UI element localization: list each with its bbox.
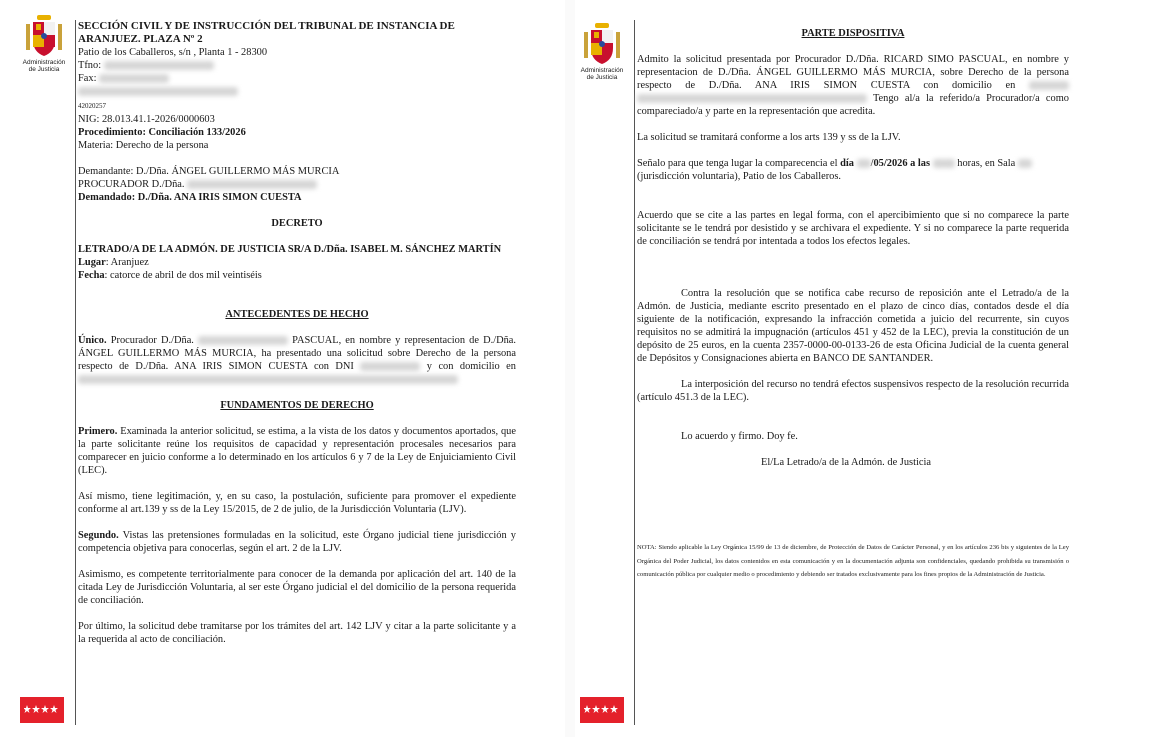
stars-icon <box>584 704 620 716</box>
comunidad-madrid-logo <box>580 697 624 723</box>
logo-line-2: de Justicia <box>586 74 618 81</box>
firma-line: El/La Letrado/a de la Admón. de Justicia <box>761 457 931 468</box>
primero-paragraph: Primero. Examinada la anterior solicitud, se estima, a la vista de los datos y documentos aportados, que la parte solicitante reúne los requisitos de capacidad y representación procesales necesarios para comparecer en juicio conforme a lo determinado en los artículos 6 y 7 de la Ley de Enjuiciamiento Civil (LEC). <box>78 426 516 476</box>
fundamentos-title: FUNDAMENTOS DE DERECHO <box>220 400 374 411</box>
justice-logo <box>14 14 74 73</box>
acuerdo-paragraph: Acuerdo que se cite a las partes en legal forma, con el apercibimiento que si no comparece la parte solicitante se le tendrá por desistido y se archivara el expediente. Y si no comparece la parte requerida de conciliación se tendrá por intentada a todos los efectos legales. <box>637 210 1069 247</box>
admito-paragraph: Admito la solicitud presentada por Procurador D./Dña. RICARD SIMO PASCUAL, en nombre y representacion de D./Dña. ÁNGEL GUILLERMO MÁS MURCIA, sobre Derecho de la persona respecto de D./Dña. ANA IRIS SIMON CUESTA con domicilio en Tengo al/a la referido/a Procurador/a como compareciado/a y parte en la representación que acredita. <box>637 54 1069 117</box>
comunidad-madrid-logo <box>20 697 64 723</box>
lo-acuerdo-line: Lo acuerdo y firmo. Doy fe. <box>681 431 798 442</box>
fecha-value: : catorce de abril de dos mil veintiséis <box>104 270 262 281</box>
unico-paragraph: Único. Procurador D./Dña. PASCUAL, en nombre y representacion de D./Dña. ÁNGEL GUILLERMO MÁS MURCIA, ha presentado una solicitud sobre Derecho de la persona respecto de D./Dña. ANA IRIS SIMON CUESTA con DNI y con domicilio en <box>78 334 516 386</box>
margin-line <box>75 20 76 725</box>
senalo-paragraph: Señalo para que tenga lugar la comparecencia el día /05/2026 a las horas, en Sala (jurisdicción voluntaria), Patio de los Caballeros. <box>637 157 1069 183</box>
logo-line-1: Administración <box>580 67 624 74</box>
nota-legal: NOTA: Siendo aplicable la Ley Orgánica 15/99 de 13 de diciembre, de Protección de Datos de Carácter Personal, y en los artículos 236 bis y siguientes de la Ley Orgánica del Poder Judicial, los datos contenidos en esta comunicación y en la documentación adjunta son confidenciales, quedando prohibida su transmisión o comunicación pública por cualquier medio o procedimiento y debiendo ser tratados exclusivamente para los fines propios de la Administración de Justicia. <box>637 544 1069 578</box>
asimismo-paragraph-1: Así mismo, tiene legitimación, y, en su caso, la postulación, suficiente para promover el expediente conforme al art.139 y ss de la Ley 15/2015, de 2 de julio, de la Jurisdicción Voluntaria (LJV). <box>78 491 516 515</box>
redacted-fax <box>99 74 169 83</box>
coat-of-arms-icon <box>582 22 622 66</box>
parte-dispositiva-title: PARTE DISPOSITIVA <box>801 28 905 39</box>
court-name-line-1: SECCIÓN CIVIL Y DE INSTRUCCIÓN DEL TRIBUNAL DE INSTANCIA DE <box>78 20 455 32</box>
court-code: 42020257 <box>78 102 106 110</box>
primero-label: Primero. <box>78 426 118 437</box>
procedimiento: Procedimiento: Conciliación 133/2026 <box>78 127 246 138</box>
stars-icon <box>24 704 60 716</box>
justice-logo <box>572 22 632 81</box>
asimismo-paragraph-2: Asimismo, es competente territorialmente para conocer de la demanda por aplicación del art. 140 de la citada Ley de Jurisdicción Voluntaria, al ser este Órgano judicial el del domicilio de la persona requerida de conciliación. <box>78 569 516 606</box>
ultimo-paragraph: Por último, la solicitud debe tramitarse por los trámites del art. 142 LJV y citar a la parte solicitante y a la requerida al acto de conciliación. <box>78 621 516 645</box>
segundo-paragraph: Segundo. Vistas las pretensiones formuladas en la solicitud, este Órgano judicial tiene jurisdicción y competencia objetiva para conocerlas, según el art. 2 de la LJV. <box>78 530 516 554</box>
procurador-label: PROCURADOR D./Dña. <box>78 179 185 190</box>
demandado: Demandado: D./Dña. ANA IRIS SIMON CUESTA <box>78 192 302 203</box>
page-2-body <box>637 27 1069 582</box>
logo-line-2: de Justicia <box>28 66 60 73</box>
page-1-body <box>78 20 516 646</box>
fax-label: Fax: <box>78 73 97 84</box>
fecha-line <box>78 269 516 282</box>
court-name-line-2: ARANJUEZ. PLAZA Nº 2 <box>78 33 203 45</box>
tramitara-paragraph: La solicitud se tramitará conforme a los arts 139 y ss de la LJV. <box>637 132 901 143</box>
document-page-2 <box>575 0 1174 737</box>
nig: NIG: 28.013.41.1-2026/0000603 <box>78 114 215 125</box>
margin-line <box>634 20 635 725</box>
logo-line-1: Administración <box>22 59 66 66</box>
redacted-phone <box>104 61 214 70</box>
materia: Materia: Derecho de la persona <box>78 140 209 151</box>
fecha-label: Fecha <box>78 270 105 281</box>
court-address: Patio de los Caballeros, s/n , Planta 1 - 28300 <box>78 47 268 58</box>
antecedentes-title: ANTECEDENTES DE HECHO <box>225 309 369 320</box>
redacted-procurador <box>187 180 317 189</box>
interposicion-paragraph: La interposición del recurso no tendrá efectos suspensivos respecto de la resolución recurrida (artículo 451.3 de la LEC). <box>637 379 1069 403</box>
demandante: Demandante: D./Dña. ÁNGEL GUILLERMO MÁS MURCIA <box>78 166 340 177</box>
page-gutter <box>565 0 575 737</box>
coat-of-arms-icon <box>24 14 64 58</box>
redacted-email-line <box>78 85 516 98</box>
contra-paragraph: Contra la resolución que se notifica cabe recurso de reposición ante el Letrado/a de la Admón. de Justicia, mediante escrito presentado en el plazo de cinco días, contados desde el día siguiente de la notificación, expresando la infracción cometida a juicio del recurrente, sin cuyos requisitos no se admitirá la impugnación (artículos 451 y 452 de la LEC), previa la constitución de un depósito de 25 euros, en la cuenta 2357-0000-00-0133-26 de esta Oficina Judicial de la cuenta general de Depósitos y Consignaciones abierta en BANCO DE SANTANDER. <box>637 288 1069 364</box>
procurador-line <box>78 178 516 191</box>
lugar-line <box>78 256 516 269</box>
unico-label: Único. <box>78 335 107 346</box>
lugar-label: Lugar <box>78 257 106 268</box>
decreto-title: DECRETO <box>271 218 323 229</box>
fax-line <box>78 72 516 85</box>
phone-line <box>78 59 516 72</box>
letrado-line: LETRADO/A DE LA ADMÓN. DE JUSTICIA SR/A D./Dña. ISABEL M. SÁNCHEZ MARTÍN <box>78 244 502 255</box>
lugar-value: : Aranjuez <box>105 257 149 268</box>
segundo-label: Segundo. <box>78 530 119 541</box>
document-page-1 <box>0 0 565 737</box>
phone-label: Tfno: <box>78 60 102 71</box>
